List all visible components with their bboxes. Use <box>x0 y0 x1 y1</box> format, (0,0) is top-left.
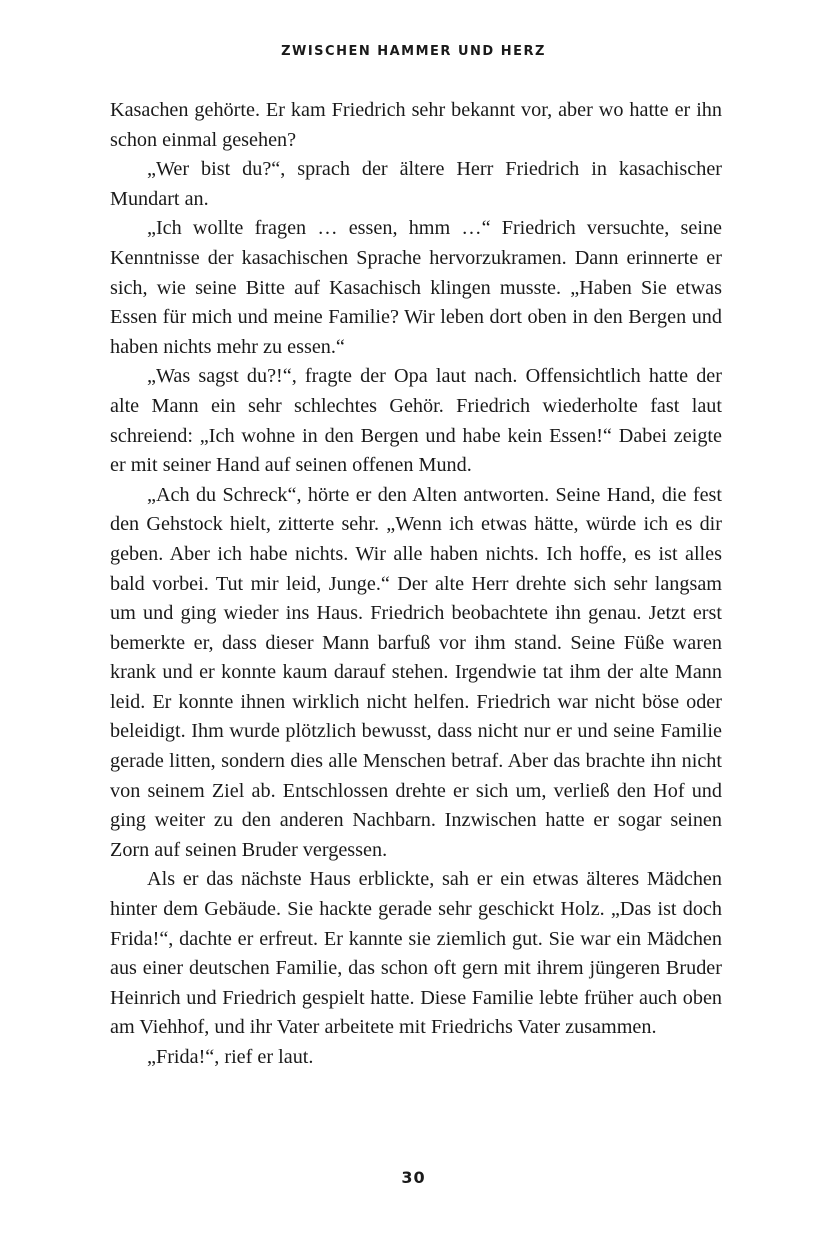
paragraph: „Ach du Schreck“, hörte er den Alten antworten. Seine Hand, die fest den Gehstock hielt, zitterte sehr. „Wenn ich etwas hätte, würde ich es dir geben. Aber ich habe nichts. Wir alle haben nichts. Ich hoffe, es ist alles bald vorbei. Tut mir leid, Junge.“ Der alte Herr drehte sich sehr langsam um und ging wieder ins Haus. Friedrich beobachtete ihn genau. Jetzt erst bemerkte er, dass dieser Mann barfuß vor ihm stand. Seine Füße waren krank und er konnte kaum darauf stehen. Irgendwie tat ihm der alte Mann leid. Er konnte ihnen wirklich nicht helfen. Friedrich war nicht böse oder beleidigt. Ihm wurde plötzlich bewusst, dass nicht nur er und seine Familie gerade litten, sondern dies alle Menschen betraf. Aber das brachte ihn nicht von seinem Ziel ab. Entschlossen drehte er sich um, verließ den Hof und ging weiter zu den anderen Nachbarn. Inzwischen hatte er sogar seinen Zorn auf seinen Bruder vergessen. <box>110 483 722 861</box>
paragraph: „Ich wollte fragen … essen, hmm …“ Friedrich versuchte, seine Kenntnisse der kasachischen Sprache hervorzukramen. Dann erinnerte er sich, wie seine Bitte auf Kasachisch klingen musste. „Haben Sie etwas Essen für mich und meine Familie? Wir leben dort oben in den Bergen und haben nichts mehr zu essen.“ <box>110 217 722 358</box>
running-head-title: ZWISCHEN HAMMER UND HERZ <box>281 44 546 59</box>
paragraph: „Frida!“, rief er laut. <box>147 1046 314 1068</box>
body-text <box>110 96 722 1073</box>
paragraph: Als er das nächste Haus erblickte, sah er ein etwas älteres Mädchen hinter dem Gebäude. Sie hackte gerade sehr geschickt Holz. „Das ist doch Frida!“, dachte er erfreut. Er kannte sie ziemlich gut. Sie war ein Mädchen aus einer deutschen Familie, das schon oft gern mit ihrem jüngeren Bruder Heinrich und Friedrich gespielt hatte. Diese Familie lebte früher auch oben am Viehhof, und ihr Vater arbeitete mit Friedrichs Vater zusammen. <box>110 868 722 1039</box>
paragraph: Kasachen gehörte. Er kam Friedrich sehr bekannt vor, aber wo hatte er ihn schon einmal gesehen? <box>110 99 722 151</box>
paragraph: „Wer bist du?“, sprach der ältere Herr Friedrich in kasachischer Mundart an. <box>110 158 722 210</box>
page-number: 30 <box>401 1168 426 1187</box>
paragraph: „Was sagst du?!“, fragte der Opa laut nach. Offensichtlich hatte der alte Mann ein sehr schlechtes Gehör. Friedrich wiederholte fast laut schreiend: „Ich wohne in den Bergen und habe kein Essen!“ Dabei zeigte er mit seiner Hand auf seinen offenen Mund. <box>110 365 722 477</box>
